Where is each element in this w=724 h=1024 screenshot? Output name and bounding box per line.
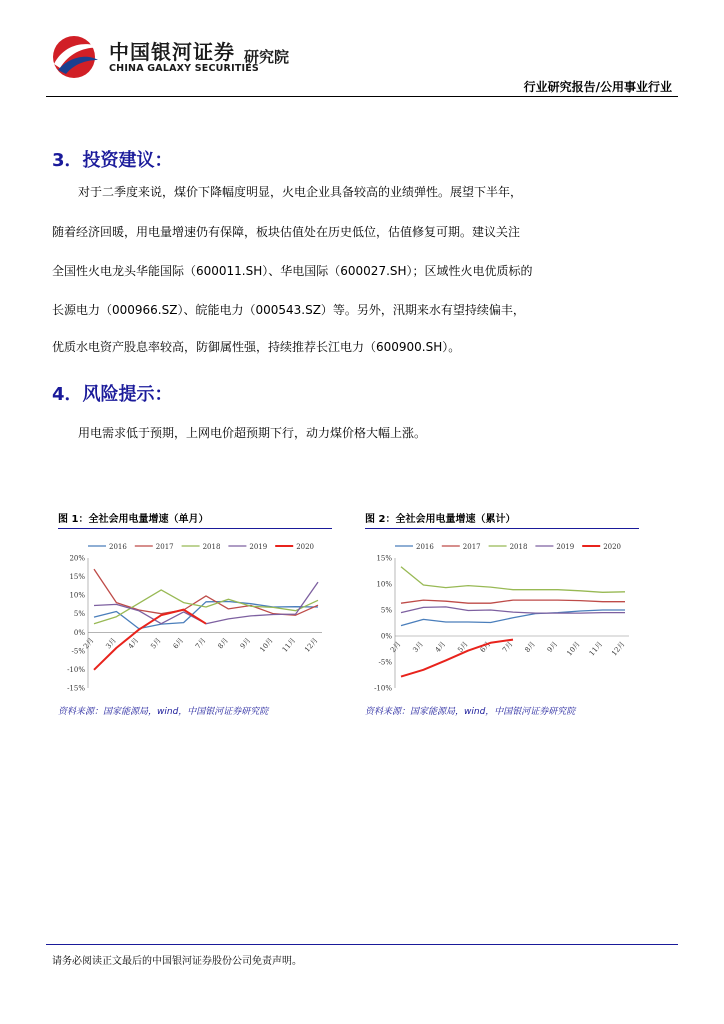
brand-name-cn: 中国银河证券	[109, 40, 235, 64]
x-tick-label: 5月	[149, 636, 163, 651]
galaxy-logo-icon	[46, 34, 106, 80]
chart-title: 图 2：全社会用电量增速（累计）	[365, 514, 516, 525]
chart-title: 图 1：全社会用电量增速（单月）	[58, 514, 209, 525]
legend-label: 2016	[109, 543, 127, 551]
legend-label: 2017	[155, 543, 174, 551]
brand-name-en: CHINA GALAXY SECURITIES	[109, 63, 259, 74]
y-tick-label: 0%	[73, 628, 85, 637]
y-tick-label: 20%	[69, 554, 85, 563]
legend-label: 2019	[249, 543, 268, 551]
series-line-2017	[401, 600, 625, 603]
x-tick-label: 6月	[171, 636, 186, 651]
x-tick-label: 7月	[194, 636, 208, 651]
x-tick-label: 3月	[411, 640, 425, 655]
x-tick-label: 9月	[545, 640, 560, 655]
chart-monthly-growth	[58, 534, 332, 700]
paragraph-line: 随着经济回暖，用电量增速仍有保障，板块估值处在历史低位，估值修复可期。建议关注	[52, 225, 521, 239]
x-tick-label: 5月	[456, 640, 470, 655]
x-tick-label: 10月	[258, 636, 275, 654]
y-tick-label: 5%	[73, 610, 85, 619]
chart-title-underline	[58, 528, 332, 529]
x-tick-label: 7月	[501, 640, 515, 655]
y-tick-label: 10%	[69, 591, 85, 600]
legend-label: 2017	[462, 543, 481, 551]
legend-label: 2016	[416, 543, 434, 551]
x-tick-label: 9月	[238, 636, 253, 651]
chart-source: 资料来源：国家能源局，wind，中国银河证券研究院	[58, 707, 269, 717]
y-tick-label: -10%	[67, 665, 85, 674]
x-tick-label: 8月	[216, 636, 230, 651]
footer-disclaimer: 请务必阅读正文最后的中国银河证券股份公司免责声明。	[52, 956, 302, 967]
x-tick-label: 8月	[523, 640, 537, 655]
y-tick-label: -10%	[374, 684, 392, 693]
document-type: 行业研究报告/公用事业行业	[523, 80, 672, 94]
legend-label: 2018	[509, 543, 528, 551]
x-tick-label: 2月	[82, 636, 96, 651]
paragraph-line: 对于二季度来说，煤价下降幅度明显，火电企业具备较高的业绩弹性。展望下半年，	[78, 185, 523, 199]
paragraph-line: 长源电力（000966.SZ）、皖能电力（000543.SZ）等。另外，汛期来水有望持续偏丰，	[52, 303, 525, 317]
chart-cumulative-growth	[365, 534, 639, 700]
x-tick-label: 11月	[280, 636, 298, 654]
paragraph-line: 优质水电资产股息率较高，防御属性强，持续推荐长江电力（600900.SH）。	[52, 340, 461, 354]
y-tick-label: 15%	[376, 554, 392, 563]
x-tick-label: 12月	[303, 636, 320, 654]
y-tick-label: 15%	[69, 573, 85, 582]
brand-subtitle: 研究院	[244, 48, 290, 66]
x-tick-label: 12月	[610, 640, 627, 658]
chart-source: 资料来源：国家能源局，wind，中国银河证券研究院	[365, 707, 576, 717]
series-line-2019	[94, 582, 318, 624]
y-tick-label: 0%	[380, 632, 392, 641]
paragraph-line: 用电需求低于预期，上网电价超预期下行，动力煤价格大幅上涨。	[78, 426, 427, 440]
y-tick-label: 5%	[380, 606, 392, 615]
section-heading-risk: 4．风险提示：	[52, 384, 173, 405]
x-tick-label: 6月	[478, 640, 493, 655]
series-line-2018	[401, 567, 625, 593]
y-tick-label: -15%	[67, 684, 85, 693]
x-tick-label: 3月	[104, 636, 118, 651]
x-tick-label: 11月	[587, 640, 605, 658]
legend-label: 2018	[202, 543, 221, 551]
legend-label: 2019	[556, 543, 575, 551]
x-tick-label: 4月	[433, 640, 448, 655]
x-tick-label: 10月	[565, 640, 582, 658]
header-divider	[46, 96, 678, 97]
legend-label: 2020	[603, 543, 622, 551]
y-tick-label: -5%	[71, 647, 85, 656]
x-tick-label: 2月	[389, 640, 403, 655]
chart-title-underline	[365, 528, 639, 529]
y-tick-label: 10%	[376, 580, 392, 589]
series-line-2017	[94, 569, 318, 615]
section-heading-investment: 3．投资建议：	[52, 150, 173, 171]
footer-divider	[46, 944, 678, 945]
x-tick-label: 4月	[126, 636, 141, 651]
y-tick-label: -5%	[378, 658, 392, 667]
legend-label: 2020	[296, 543, 315, 551]
paragraph-line: 全国性火电龙头华能国际（600011.SH）、华电国际（600027.SH）；区域性火电优质标的	[52, 264, 533, 278]
